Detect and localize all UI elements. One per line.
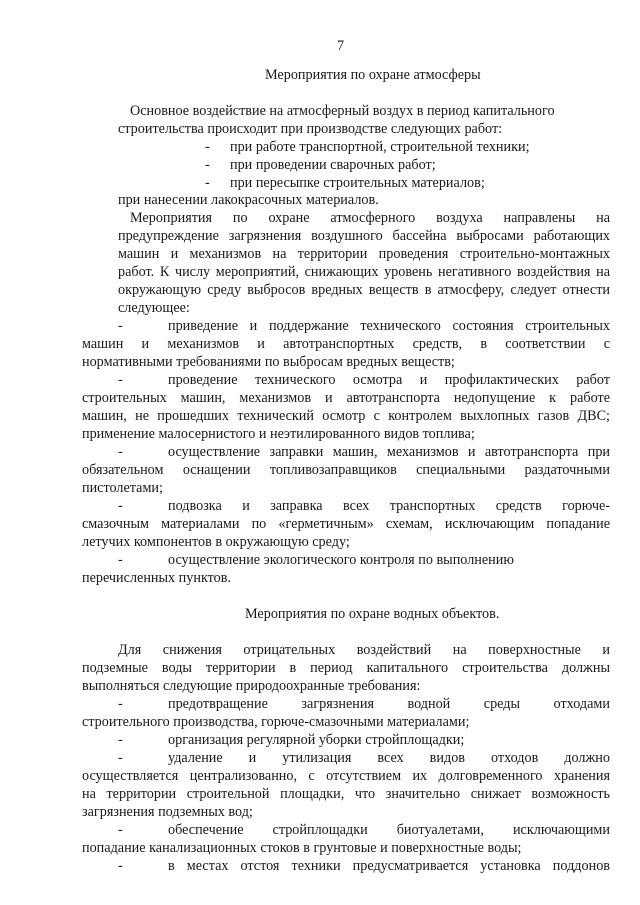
paragraph-line: машин и механизмов на территории проведения строительно-монтажных xyxy=(118,246,610,262)
list-item-continuation: нормативными требованиями по выбросам вредных веществ; xyxy=(82,354,455,370)
list-dash: - xyxy=(118,372,123,388)
list-item: в местах отстоя техники предусматривается установка поддонов xyxy=(168,858,610,874)
list-item: предотвращение загрязнения водной среды отходами xyxy=(168,696,610,712)
paragraph-line: Для снижения отрицательных воздействий на поверхностные и xyxy=(118,642,610,658)
list-dash: - xyxy=(118,696,123,712)
list-item-continuation: применение малосернистого и неэтилированного видов топлива; xyxy=(82,426,475,442)
list-item-continuation: на территории строительной площадки, что значительно снижает возможность xyxy=(82,786,610,802)
list-dash: - xyxy=(205,175,210,191)
list-dash: - xyxy=(118,498,123,514)
list-item: при проведении сварочных работ; xyxy=(230,157,436,173)
list-dash: - xyxy=(118,552,123,568)
paragraph-line: Основное воздействие на атмосферный воздух в период капитального xyxy=(130,103,555,119)
paragraph-line: строительства происходит при производстве следующих работ: xyxy=(118,121,503,137)
list-dash: - xyxy=(118,732,123,748)
list-item-continuation: перечисленных пунктов. xyxy=(82,570,232,586)
list-item-continuation: машин и механизмов и автотранспортных средств, в соответствии с xyxy=(82,336,610,352)
list-dash: - xyxy=(118,858,123,874)
list-item: при пересыпке строительных материалов; xyxy=(230,175,485,191)
list-item-continuation: строительных машин, механизмов и автотранспорта недопущение к работе xyxy=(82,390,610,406)
paragraph-line: следующее: xyxy=(118,300,190,316)
list-item: проведение технического осмотра и профилактических работ xyxy=(168,372,610,388)
list-item: осуществление заправки машин, механизмов и автотранспорта при xyxy=(168,444,610,460)
list-item-continuation: пистолетами; xyxy=(82,480,163,496)
list-dash: - xyxy=(118,750,123,766)
list-dash: - xyxy=(205,139,210,155)
list-item-continuation: осуществляется централизованно, с отсутствием их долговременного хранения xyxy=(82,768,610,784)
section-heading-atmosphere: Мероприятия по охране атмосферы xyxy=(265,67,481,83)
list-item-continuation: смазочным материалами по «герметичным» схемам, исключающим попадание xyxy=(82,516,610,532)
section-heading-water: Мероприятия по охране водных объектов. xyxy=(245,606,500,622)
list-item-continuation: строительного производства, горюче-смазочными материалами; xyxy=(82,714,470,730)
list-item: приведение и поддержание технического состояния строительных xyxy=(168,318,610,334)
list-item: организация регулярной уборки стройплощадки; xyxy=(168,732,465,748)
list-dash: - xyxy=(118,318,123,334)
list-item: осуществление экологического контроля по выполнению xyxy=(168,552,514,568)
list-item-continuation: попадание канализационных стоков в грунтовые и поверхностные воды; xyxy=(82,840,522,856)
paragraph-line: окружающую среду выбросов вредных веществ в атмосферу, следует отнести xyxy=(118,282,610,298)
paragraph-line: подземные воды территории в период капитального строительства должны xyxy=(82,660,610,676)
page-number: 7 xyxy=(337,38,345,54)
list-item-continuation: машин, не прошедших технический осмотр с контролем выхлопных газов ДВС; xyxy=(82,408,610,424)
list-item: подвозка и заправка всех транспортных средств горюче- xyxy=(168,498,610,514)
list-dash: - xyxy=(118,444,123,460)
paragraph-line: выполняться следующие природоохранные требования: xyxy=(82,678,421,694)
list-dash: - xyxy=(205,157,210,173)
list-item: обеспечение стройплощадки биотуалетами, исключающими xyxy=(168,822,610,838)
list-dash: - xyxy=(118,822,123,838)
paragraph-line: предупреждение загрязнения воздушного бассейна выбросами работающих xyxy=(118,228,610,244)
list-item-continuation: обязательном оснащении топливозаправщиков специальными раздаточными xyxy=(82,462,610,478)
list-item: при нанесении лакокрасочных материалов. xyxy=(118,192,379,208)
list-item: при работе транспортной, строительной техники; xyxy=(230,139,530,155)
list-item-continuation: загрязнения подземных вод; xyxy=(82,804,253,820)
paragraph-line: Мероприятия по охране атмосферного воздуха направлены на xyxy=(130,210,610,226)
list-item-continuation: летучих компонентов в окружающую среду; xyxy=(82,534,350,550)
paragraph-line: работ. К числу мероприятий, снижающих уровень негативного воздействия на xyxy=(118,264,610,280)
list-item: удаление и утилизация всех видов отходов должно xyxy=(168,750,610,766)
